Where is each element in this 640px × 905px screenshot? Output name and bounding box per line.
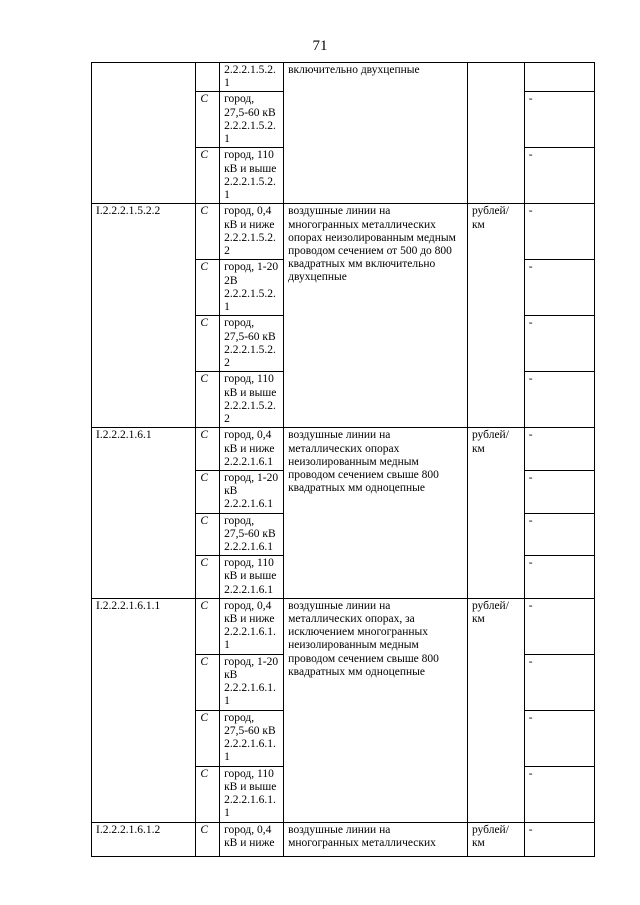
- symbol-cell: С: [196, 316, 220, 372]
- value-cell: -: [524, 260, 594, 316]
- table-row: [92, 598, 595, 654]
- value-cell: -: [524, 471, 594, 514]
- symbol-cell: С: [196, 710, 220, 766]
- table-row: [92, 428, 595, 471]
- value-cell: [524, 63, 594, 92]
- value-cell: -: [524, 598, 594, 654]
- value-cell: -: [524, 92, 594, 148]
- object-cell: город, 27,5-60 кВ 2.2.2.1.6.1: [220, 513, 284, 556]
- symbol-cell: С: [196, 148, 220, 204]
- symbol-cell: С: [196, 471, 220, 514]
- unit-cell: рублей/км: [467, 598, 524, 822]
- object-cell: город, 110 кВ и выше 2.2.2.1.6.1.1: [220, 766, 284, 822]
- value-cell: -: [524, 513, 594, 556]
- tariff-table: [91, 62, 595, 857]
- object-cell: город, 0,4 кВ и ниже 2.2.2.1.5.2.2: [220, 204, 284, 260]
- symbol-cell: С: [196, 260, 220, 316]
- value-cell: -: [524, 148, 594, 204]
- object-cell: город, 27,5-60 кВ 2.2.2.1.6.1.1: [220, 710, 284, 766]
- symbol-cell: [196, 63, 220, 92]
- row-code-cell: [92, 63, 196, 204]
- symbol-cell: С: [196, 428, 220, 471]
- unit-cell: рублей/км: [467, 822, 524, 856]
- object-cell: город, 110 кВ и выше 2.2.2.1.5.2.1: [220, 148, 284, 204]
- object-cell: город, 1-20 2В 2.2.2.1.5.2.1: [220, 260, 284, 316]
- table-row: [92, 204, 595, 260]
- description-cell: воздушные линии на многогранных металлических опорах неизолированным медным проводом сечением от 500 до 800 квадратных мм включительно двухцепные: [284, 204, 468, 428]
- object-cell: город, 27,5-60 кВ 2.2.2.1.5.2.1: [220, 92, 284, 148]
- value-cell: -: [524, 654, 594, 710]
- value-cell: -: [524, 316, 594, 372]
- value-cell: -: [524, 428, 594, 471]
- row-code-cell: I.2.2.2.1.5.2.2: [92, 204, 196, 428]
- object-cell: город, 0,4 кВ и ниже 2.2.2.1.6.1: [220, 428, 284, 471]
- object-cell: город, 1-20 кВ 2.2.2.1.6.1.1: [220, 654, 284, 710]
- description-cell: воздушные линии на металлических опорах неизолированным медным проводом сечением свыше 800 квадратных мм одноцепные: [284, 428, 468, 598]
- value-cell: -: [524, 556, 594, 599]
- description-cell: воздушные линии на металлических опорах, за исключением многогранных неизолированным медным проводом сечением свыше 800 квадратных мм одноцепные: [284, 598, 468, 822]
- symbol-cell: С: [196, 598, 220, 654]
- value-cell: -: [524, 204, 594, 260]
- table-row: [92, 63, 595, 92]
- unit-cell: рублей/км: [467, 204, 524, 428]
- object-cell: город, 1-20 кВ 2.2.2.1.6.1: [220, 471, 284, 514]
- object-cell: город, 110 кВ и выше 2.2.2.1.5.2.2: [220, 372, 284, 428]
- object-cell: город, 110 кВ и выше 2.2.2.1.6.1: [220, 556, 284, 599]
- page-number: 71: [312, 38, 328, 54]
- symbol-cell: С: [196, 204, 220, 260]
- table-row: [92, 822, 595, 856]
- description-cell: включительно двухцепные: [284, 63, 468, 204]
- symbol-cell: С: [196, 556, 220, 599]
- value-cell: -: [524, 766, 594, 822]
- object-cell: город, 0,4 кВ и ниже: [220, 822, 284, 856]
- value-cell: -: [524, 372, 594, 428]
- value-cell: -: [524, 822, 594, 856]
- object-cell: 2.2.2.1.5.2.1: [220, 63, 284, 92]
- unit-cell: рублей/км: [467, 428, 524, 598]
- row-code-cell: I.2.2.2.1.6.1.2: [92, 822, 196, 856]
- row-code-cell: I.2.2.2.1.6.1.1: [92, 598, 196, 822]
- description-cell: воздушные линии на многогранных металлических: [284, 822, 468, 856]
- object-cell: город, 0,4 кВ и ниже 2.2.2.1.6.1.1: [220, 598, 284, 654]
- unit-cell: [467, 63, 524, 204]
- symbol-cell: С: [196, 766, 220, 822]
- symbol-cell: С: [196, 92, 220, 148]
- symbol-cell: С: [196, 654, 220, 710]
- symbol-cell: С: [196, 822, 220, 856]
- symbol-cell: С: [196, 513, 220, 556]
- row-code-cell: I.2.2.2.1.6.1: [92, 428, 196, 598]
- symbol-cell: С: [196, 372, 220, 428]
- object-cell: город, 27,5-60 кВ 2.2.2.1.5.2.2: [220, 316, 284, 372]
- value-cell: -: [524, 710, 594, 766]
